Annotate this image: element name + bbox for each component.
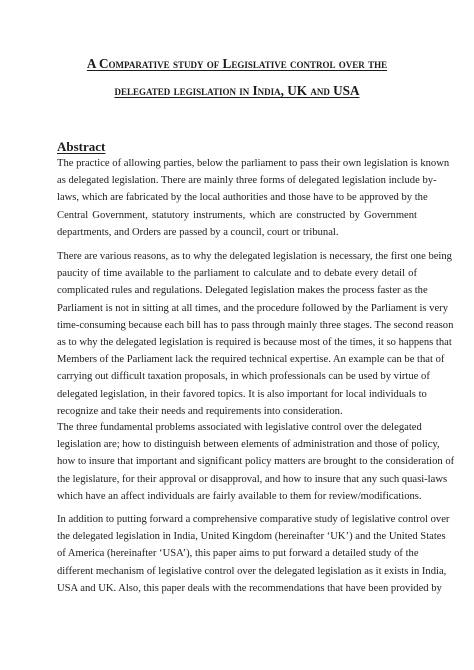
document-title-line-1	[40, 55, 434, 73]
text-line: the delegated legislation in India, United Kingdom (hereinafter ‘UK’) and the United States	[57, 531, 446, 543]
text-line: The three fundamental problems associated with legislative control over the delegated	[57, 422, 422, 433]
abstract-heading: Abstract	[57, 139, 106, 154]
text-line: time-consuming because each bill has to pass through mainly three stages. The second reason	[57, 319, 454, 331]
document-title-line-2	[40, 82, 434, 100]
text-line: how to insure that important and significant policy matters are brought to the consideration of	[57, 456, 455, 468]
text-line: different mechanism of legislative control over the delegated legislation as it exists in India,	[57, 565, 447, 577]
text-line: as delegated legislation. There are mainly three forms of delegated legislation include by-	[57, 175, 437, 187]
text-line: which have an affect individuals are fairly available to them for review/modifications.	[57, 490, 422, 502]
text-line: carrying out difficult taxation proposals, in which professionals can be used by virtue of	[57, 371, 430, 383]
text-line: departments, and Orders are passed by a council, court or tribunal.	[57, 226, 339, 238]
text-line: as to why the delegated legislation is required is because most of the times, it so happens that	[57, 337, 452, 349]
text-line: recognize and take their needs and requirements into consideration.	[57, 405, 343, 417]
text-line: Parliament is not in sitting at all times, and the procedure followed by the Parliament is very	[57, 302, 448, 314]
text-line: The practice of allowing parties, below the parliament to pass their own legislation is known	[57, 158, 450, 169]
text-line: laws, which are fabricated by the local authorities and those have to be approved by the	[57, 192, 428, 204]
text-line: Members of the Parliament lack the required technical expertise. An example can be that of	[57, 354, 445, 366]
paragraph-3	[57, 419, 455, 505]
text-line: There are various reasons, as to why the delegated legislation is necessary, the first one being	[57, 251, 452, 262]
title-text-1: A Comparative study of Legislative control over the	[86, 56, 388, 71]
text-line: delegated legislation, in their favored topics. It is also important for local individuals to	[57, 388, 427, 400]
text-line: of America (hereinafter ‘USA’), this paper aims to put forward a detailed study of the	[57, 548, 419, 560]
text-line: In addition to putting forward a comprehensive comparative study of legislative control over	[57, 514, 450, 525]
paragraph-2	[57, 248, 454, 420]
paragraph-1	[57, 155, 450, 241]
text-line: USA and UK. Also, this paper deals with the recommendations that have been provided by	[57, 582, 442, 594]
text-line: Central Government, statutory instruments, which are constructed by Government	[57, 209, 417, 221]
paragraph-4	[57, 511, 450, 597]
text-line: the legislature, for their approval or disapproval, and how to insure that any such quasi-laws	[57, 473, 448, 485]
text-line: paucity of time available to the parliament to calculate and to debate every detail of	[57, 268, 417, 280]
title-text-2: delegated legislation in India, UK and USA	[114, 83, 360, 98]
text-line: complicated rules and regulations. Delegated legislation makes the process faster as the	[57, 285, 428, 297]
text-line: legislation are; how to distinguish between elements of administration and those of policy,	[57, 439, 440, 451]
